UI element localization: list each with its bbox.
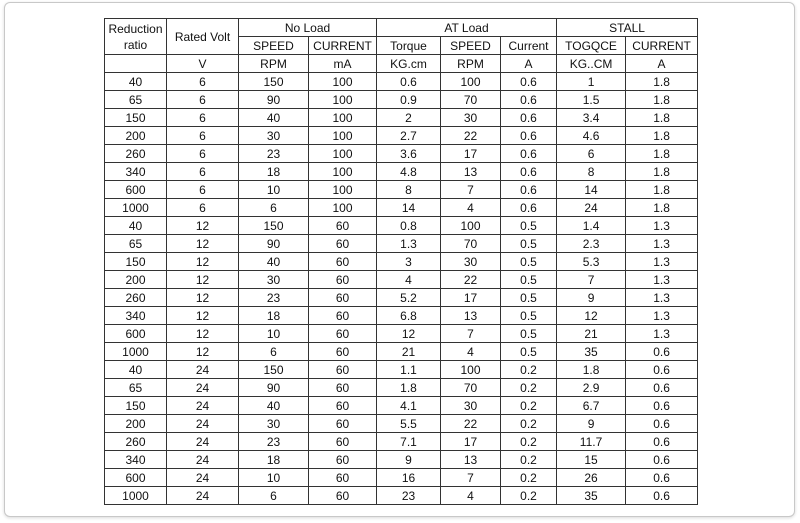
table-row	[105, 361, 698, 379]
stall-current-cell: 1.3	[626, 271, 698, 289]
reduction-ratio-cell: 600	[105, 325, 167, 343]
stall-torque-cell: 6.7	[557, 397, 626, 415]
stall-torque-cell: 15	[557, 451, 626, 469]
no-load-current-cell: 60	[309, 451, 377, 469]
no-load-current-cell: 60	[309, 289, 377, 307]
no-load-speed-cell: 30	[239, 127, 309, 145]
reduction-ratio-cell: 40	[105, 217, 167, 235]
no-load-speed-cell: 23	[239, 145, 309, 163]
load-speed-cell: 70	[441, 379, 501, 397]
no-load-current-cell: 60	[309, 361, 377, 379]
rated-volt-cell: 12	[167, 289, 239, 307]
reduction-ratio-cell: 600	[105, 181, 167, 199]
table-row	[105, 325, 698, 343]
torque-cell: 4.8	[377, 163, 441, 181]
torque-cell: 1.3	[377, 235, 441, 253]
table-header	[105, 19, 698, 73]
ratio-unit-cell	[105, 55, 167, 73]
table-row	[105, 73, 698, 91]
reduction-ratio-cell: 65	[105, 235, 167, 253]
rated-volt-cell: 6	[167, 145, 239, 163]
load-current-cell: 0.5	[501, 235, 557, 253]
rated-volt-header: Rated Volt	[167, 19, 239, 55]
stall-current-cell: 1.3	[626, 325, 698, 343]
table-row	[105, 127, 698, 145]
rated-volt-cell: 24	[167, 451, 239, 469]
no-load-current-cell: 60	[309, 253, 377, 271]
table-row	[105, 217, 698, 235]
no-load-speed-cell: 30	[239, 415, 309, 433]
table-row	[105, 181, 698, 199]
no-load-speed-cell: 10	[239, 181, 309, 199]
stall-current-cell: 1.3	[626, 253, 698, 271]
reduction-ratio-cell: 40	[105, 361, 167, 379]
reduction-ratio-cell: 200	[105, 415, 167, 433]
reduction-ratio-cell: 260	[105, 433, 167, 451]
stall-current-cell: 0.6	[626, 451, 698, 469]
reduction-ratio-cell: 200	[105, 271, 167, 289]
load-speed-cell: 100	[441, 361, 501, 379]
no-load-speed-cell: 40	[239, 253, 309, 271]
stall-current-cell: 0.6	[626, 415, 698, 433]
no-load-current-cell: 100	[309, 199, 377, 217]
unit-volt: V	[167, 55, 239, 73]
load-speed-cell: 70	[441, 91, 501, 109]
no-load-current-cell: 100	[309, 91, 377, 109]
reduction-ratio-cell: 260	[105, 145, 167, 163]
rated-volt-cell: 12	[167, 217, 239, 235]
load-current-cell: 0.2	[501, 361, 557, 379]
stall-torque-cell: 35	[557, 343, 626, 361]
no-load-current-cell: 60	[309, 235, 377, 253]
reduction-ratio-cell: 65	[105, 379, 167, 397]
load-speed-cell: 4	[441, 199, 501, 217]
rated-volt-cell: 12	[167, 271, 239, 289]
no-load-speed-cell: 6	[239, 487, 309, 505]
at-load-header: AT Load	[377, 19, 557, 37]
stall-torque-cell: 1.4	[557, 217, 626, 235]
no-load-speed-cell: 23	[239, 289, 309, 307]
table-row	[105, 253, 698, 271]
no-load-current-cell: 60	[309, 307, 377, 325]
rated-volt-cell: 24	[167, 379, 239, 397]
unit-rpm-load: RPM	[441, 55, 501, 73]
at-load-current-header: Current	[501, 37, 557, 55]
torque-cell: 9	[377, 451, 441, 469]
stall-current-cell: 1.8	[626, 73, 698, 91]
stall-torque-cell: 2.3	[557, 235, 626, 253]
stall-torque-cell: 8	[557, 163, 626, 181]
table-row	[105, 469, 698, 487]
stall-current-cell: 1.3	[626, 235, 698, 253]
load-speed-cell: 4	[441, 343, 501, 361]
table-row	[105, 379, 698, 397]
rated-volt-cell: 24	[167, 397, 239, 415]
stall-torque-cell: 9	[557, 289, 626, 307]
no-load-speed-cell: 6	[239, 343, 309, 361]
table-row	[105, 451, 698, 469]
load-current-cell: 0.5	[501, 307, 557, 325]
rated-volt-cell: 24	[167, 433, 239, 451]
load-current-cell: 0.2	[501, 487, 557, 505]
load-speed-cell: 13	[441, 307, 501, 325]
no-load-speed-cell: 150	[239, 217, 309, 235]
torque-cell: 21	[377, 343, 441, 361]
unit-rpm: RPM	[239, 55, 309, 73]
torque-cell: 16	[377, 469, 441, 487]
load-current-cell: 0.6	[501, 109, 557, 127]
reduction-ratio-cell: 340	[105, 163, 167, 181]
no-load-speed-cell: 23	[239, 433, 309, 451]
table-row	[105, 271, 698, 289]
torque-cell: 2	[377, 109, 441, 127]
unit-amp-load: A	[501, 55, 557, 73]
unit-amp-stall: A	[626, 55, 698, 73]
load-speed-cell: 7	[441, 469, 501, 487]
rated-volt-cell: 12	[167, 253, 239, 271]
no-load-current-header: CURRENT	[309, 37, 377, 55]
load-current-cell: 0.6	[501, 199, 557, 217]
torque-cell: 1.8	[377, 379, 441, 397]
rated-volt-cell: 6	[167, 109, 239, 127]
load-current-cell: 0.5	[501, 289, 557, 307]
stall-current-cell: 1.8	[626, 199, 698, 217]
stall-current-cell: 0.6	[626, 397, 698, 415]
torque-cell: 7.1	[377, 433, 441, 451]
stall-torque-cell: 35	[557, 487, 626, 505]
load-current-cell: 0.2	[501, 469, 557, 487]
load-current-cell: 0.5	[501, 217, 557, 235]
load-current-cell: 0.5	[501, 253, 557, 271]
no-load-speed-cell: 18	[239, 163, 309, 181]
stall-torque-cell: 26	[557, 469, 626, 487]
stall-current-header: CURRENT	[626, 37, 698, 55]
stall-torque-header: TOGQCE	[557, 37, 626, 55]
table-row	[105, 343, 698, 361]
load-current-cell: 0.6	[501, 127, 557, 145]
stall-current-cell: 1.8	[626, 145, 698, 163]
no-load-speed-cell: 90	[239, 235, 309, 253]
load-speed-cell: 17	[441, 289, 501, 307]
rated-volt-cell: 24	[167, 487, 239, 505]
load-speed-cell: 30	[441, 109, 501, 127]
no-load-current-cell: 100	[309, 109, 377, 127]
torque-cell: 4.1	[377, 397, 441, 415]
reduction-ratio-cell: 40	[105, 73, 167, 91]
rated-volt-cell: 6	[167, 199, 239, 217]
unit-ma: mA	[309, 55, 377, 73]
table-row	[105, 145, 698, 163]
no-load-current-cell: 100	[309, 163, 377, 181]
motor-spec-table	[104, 18, 698, 505]
unit-kgcm: KG.cm	[377, 55, 441, 73]
load-speed-cell: 22	[441, 127, 501, 145]
load-current-cell: 0.2	[501, 397, 557, 415]
stall-torque-cell: 7	[557, 271, 626, 289]
rated-volt-cell: 6	[167, 181, 239, 199]
load-speed-cell: 4	[441, 487, 501, 505]
torque-cell: 23	[377, 487, 441, 505]
torque-cell: 8	[377, 181, 441, 199]
no-load-speed-cell: 10	[239, 469, 309, 487]
stall-torque-cell: 6	[557, 145, 626, 163]
torque-cell: 4	[377, 271, 441, 289]
load-speed-cell: 7	[441, 325, 501, 343]
no-load-current-cell: 60	[309, 379, 377, 397]
load-speed-cell: 100	[441, 73, 501, 91]
no-load-current-cell: 60	[309, 487, 377, 505]
stall-torque-cell: 1.5	[557, 91, 626, 109]
torque-cell: 3	[377, 253, 441, 271]
stall-current-cell: 0.6	[626, 361, 698, 379]
reduction-ratio-cell: 1000	[105, 487, 167, 505]
load-current-cell: 0.2	[501, 433, 557, 451]
torque-cell: 0.9	[377, 91, 441, 109]
stall-current-cell: 0.6	[626, 433, 698, 451]
stall-torque-cell: 5.3	[557, 253, 626, 271]
no-load-speed-cell: 150	[239, 73, 309, 91]
load-current-cell: 0.2	[501, 379, 557, 397]
load-speed-cell: 17	[441, 145, 501, 163]
rated-volt-cell: 6	[167, 163, 239, 181]
stall-torque-cell: 14	[557, 181, 626, 199]
load-speed-cell: 7	[441, 181, 501, 199]
reduction-ratio-cell: 200	[105, 127, 167, 145]
reduction-ratio-header: Reduction ratio	[105, 19, 167, 55]
table-row	[105, 289, 698, 307]
load-speed-cell: 22	[441, 415, 501, 433]
table-row	[105, 307, 698, 325]
stall-current-cell: 0.6	[626, 469, 698, 487]
reduction-ratio-cell: 1000	[105, 343, 167, 361]
stall-torque-cell: 1.8	[557, 361, 626, 379]
stall-torque-cell: 1	[557, 73, 626, 91]
reduction-ratio-cell: 600	[105, 469, 167, 487]
table-row	[105, 91, 698, 109]
rated-volt-cell: 24	[167, 415, 239, 433]
torque-cell: 2.7	[377, 127, 441, 145]
no-load-current-cell: 60	[309, 343, 377, 361]
rated-volt-cell: 6	[167, 91, 239, 109]
load-speed-cell: 13	[441, 163, 501, 181]
torque-cell: 5.2	[377, 289, 441, 307]
stall-current-cell: 1.8	[626, 163, 698, 181]
no-load-speed-cell: 10	[239, 325, 309, 343]
unit-kgcm-stall: KG..CM	[557, 55, 626, 73]
load-speed-cell: 100	[441, 217, 501, 235]
no-load-current-cell: 60	[309, 325, 377, 343]
stall-torque-cell: 11.7	[557, 433, 626, 451]
reduction-ratio-cell: 340	[105, 451, 167, 469]
stall-torque-cell: 3.4	[557, 109, 626, 127]
load-current-cell: 0.6	[501, 73, 557, 91]
reduction-ratio-cell: 150	[105, 397, 167, 415]
table-row	[105, 433, 698, 451]
load-current-cell: 0.5	[501, 325, 557, 343]
table-row	[105, 109, 698, 127]
rated-volt-cell: 12	[167, 343, 239, 361]
torque-cell: 0.6	[377, 73, 441, 91]
load-speed-cell: 17	[441, 433, 501, 451]
no-load-current-cell: 100	[309, 127, 377, 145]
reduction-ratio-cell: 1000	[105, 199, 167, 217]
no-load-current-cell: 60	[309, 271, 377, 289]
reduction-ratio-cell: 150	[105, 253, 167, 271]
rated-volt-cell: 6	[167, 73, 239, 91]
stall-current-cell: 1.3	[626, 289, 698, 307]
rated-volt-cell: 12	[167, 325, 239, 343]
no-load-speed-cell: 18	[239, 307, 309, 325]
table-row	[105, 487, 698, 505]
rated-volt-cell: 24	[167, 469, 239, 487]
no-load-current-cell: 60	[309, 415, 377, 433]
no-load-speed-cell: 18	[239, 451, 309, 469]
no-load-current-cell: 100	[309, 181, 377, 199]
load-speed-cell: 13	[441, 451, 501, 469]
load-current-cell: 0.6	[501, 181, 557, 199]
table-row	[105, 415, 698, 433]
stall-current-cell: 1.8	[626, 109, 698, 127]
rated-volt-cell: 24	[167, 361, 239, 379]
no-load-header: No Load	[239, 19, 377, 37]
stall-header: STALL	[557, 19, 698, 37]
no-load-current-cell: 60	[309, 469, 377, 487]
torque-cell: 3.6	[377, 145, 441, 163]
torque-cell: 5.5	[377, 415, 441, 433]
no-load-speed-cell: 40	[239, 109, 309, 127]
load-current-cell: 0.5	[501, 343, 557, 361]
load-current-cell: 0.6	[501, 145, 557, 163]
table-body	[105, 73, 698, 505]
table-row	[105, 397, 698, 415]
table-row	[105, 199, 698, 217]
no-load-speed-cell: 150	[239, 361, 309, 379]
stall-current-cell: 0.6	[626, 487, 698, 505]
reduction-ratio-cell: 65	[105, 91, 167, 109]
stall-current-cell: 0.6	[626, 379, 698, 397]
at-load-speed-header: SPEED	[441, 37, 501, 55]
table-row	[105, 163, 698, 181]
rated-volt-cell: 6	[167, 127, 239, 145]
load-speed-cell: 30	[441, 253, 501, 271]
stall-torque-cell: 2.9	[557, 379, 626, 397]
stall-current-cell: 1.3	[626, 307, 698, 325]
stall-torque-cell: 21	[557, 325, 626, 343]
torque-cell: 0.8	[377, 217, 441, 235]
header-row-1	[105, 19, 698, 37]
torque-cell: 12	[377, 325, 441, 343]
load-current-cell: 0.6	[501, 163, 557, 181]
stall-current-cell: 0.6	[626, 343, 698, 361]
load-current-cell: 0.2	[501, 451, 557, 469]
torque-cell: 14	[377, 199, 441, 217]
stall-current-cell: 1.8	[626, 91, 698, 109]
table-row	[105, 235, 698, 253]
no-load-speed-cell: 40	[239, 397, 309, 415]
at-load-torque-header: Torque	[377, 37, 441, 55]
reduction-ratio-cell: 260	[105, 289, 167, 307]
torque-cell: 6.8	[377, 307, 441, 325]
rated-volt-cell: 12	[167, 307, 239, 325]
no-load-current-cell: 60	[309, 433, 377, 451]
no-load-speed-cell: 90	[239, 91, 309, 109]
load-current-cell: 0.2	[501, 415, 557, 433]
no-load-speed-cell: 90	[239, 379, 309, 397]
load-current-cell: 0.5	[501, 271, 557, 289]
load-current-cell: 0.6	[501, 91, 557, 109]
torque-cell: 1.1	[377, 361, 441, 379]
stall-current-cell: 1.8	[626, 127, 698, 145]
rated-volt-cell: 12	[167, 235, 239, 253]
units-row	[105, 55, 698, 73]
no-load-current-cell: 100	[309, 73, 377, 91]
load-speed-cell: 22	[441, 271, 501, 289]
stall-current-cell: 1.3	[626, 217, 698, 235]
no-load-current-cell: 60	[309, 397, 377, 415]
stall-torque-cell: 24	[557, 199, 626, 217]
load-speed-cell: 30	[441, 397, 501, 415]
reduction-ratio-cell: 150	[105, 109, 167, 127]
no-load-current-cell: 100	[309, 145, 377, 163]
no-load-speed-cell: 6	[239, 199, 309, 217]
stall-torque-cell: 12	[557, 307, 626, 325]
load-speed-cell: 70	[441, 235, 501, 253]
no-load-speed-cell: 30	[239, 271, 309, 289]
reduction-ratio-cell: 340	[105, 307, 167, 325]
stall-torque-cell: 4.6	[557, 127, 626, 145]
stall-current-cell: 1.8	[626, 181, 698, 199]
no-load-speed-header: SPEED	[239, 37, 309, 55]
no-load-current-cell: 60	[309, 217, 377, 235]
stall-torque-cell: 9	[557, 415, 626, 433]
